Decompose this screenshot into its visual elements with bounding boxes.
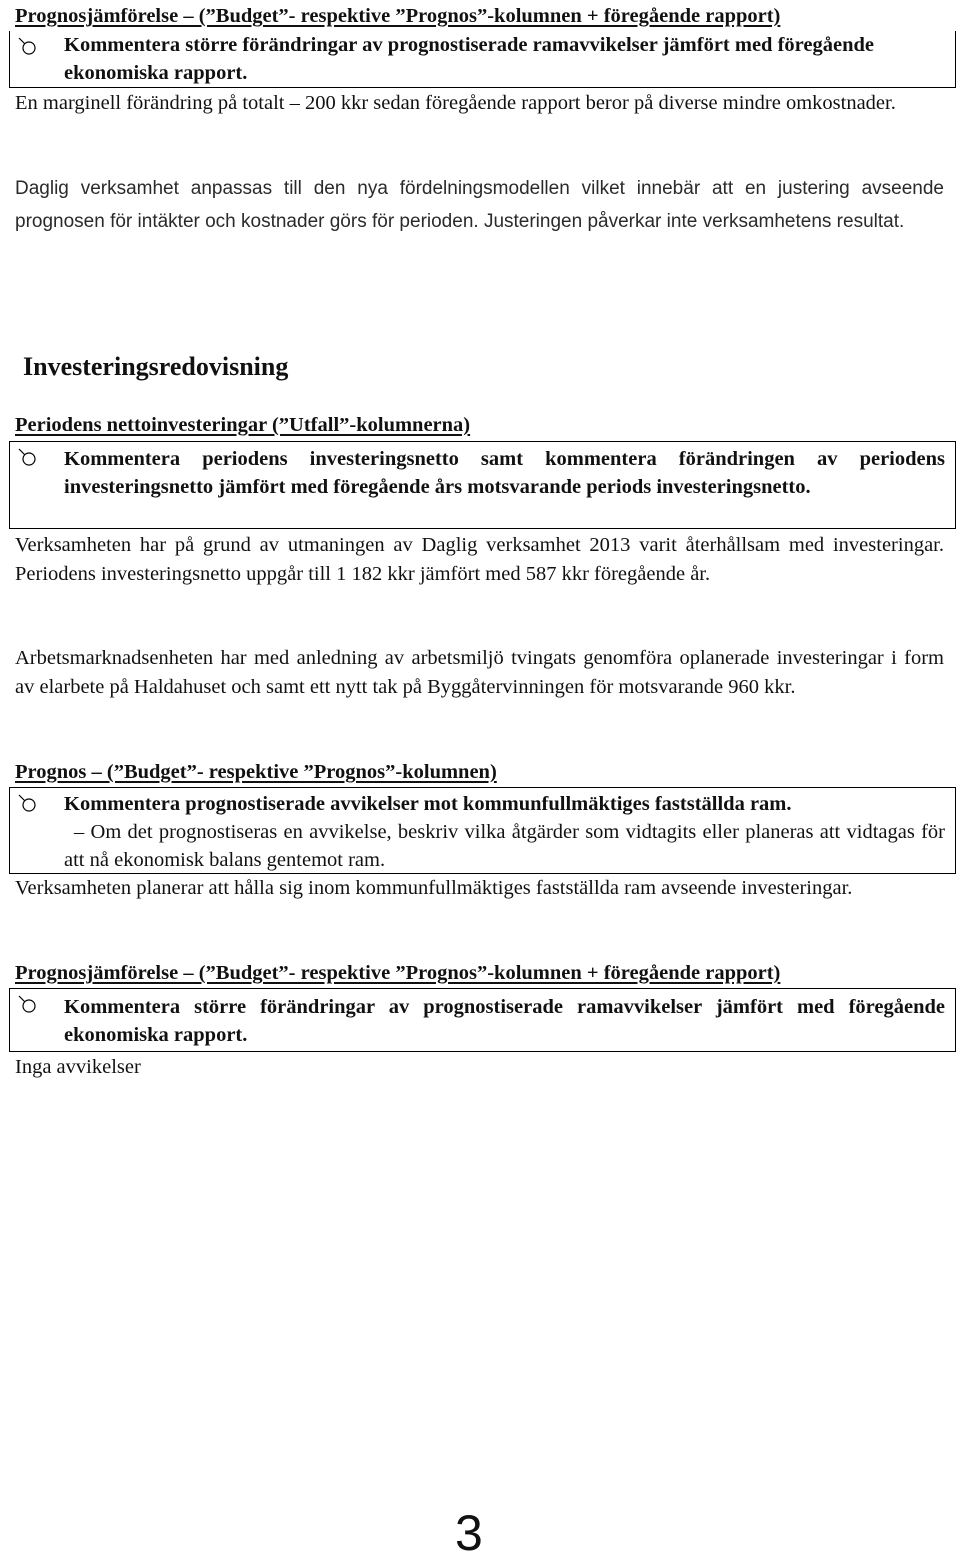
section-heading-prognosjamforelse-top: Prognosjämförelse – (”Budget”- respektive ”Prognos”-kolumnen + föregående rapport) xyxy=(15,5,781,27)
instruction-text: Kommentera större förändringar av prognostiserade ramavvikelser jämfört med föregående ekonomiska rapport. xyxy=(64,996,945,1046)
instruction-subtext: – Om det prognostiseras en avvikelse, beskriv vilka åtgärder som vidtagits eller planeras att vidtagas för att nå ekonomisk balans gentemot ram. xyxy=(64,821,945,871)
section-heading-prognos: Prognos – (”Budget”- respektive ”Prognos”-kolumnen) xyxy=(15,761,497,783)
section-heading-nettoinvesteringar: Periodens nettoinvesteringar (”Utfall”-kolumnerna) xyxy=(15,414,471,436)
page-number: 3 xyxy=(455,1505,483,1561)
bullet-icon xyxy=(16,792,42,814)
section-heading-prognosjamforelse: Prognosjämförelse – (”Budget”- respektive ”Prognos”-kolumnen + föregående rapport) xyxy=(15,962,781,984)
paragraph: Verksamheten har på grund av utmaningen av Daglig verksamhet 2013 varit återhållsam med investeringar. Periodens investeringsnetto uppgår till 1 182 kkr jämfört med 587 kkr föregående år. xyxy=(15,534,944,585)
instruction-box-compare xyxy=(9,988,956,1052)
instruction-text: Kommentera prognostiserade avvikelser mot kommunfullmäktiges fastställda ram. xyxy=(64,793,792,815)
paragraph: Verksamheten planerar att hålla sig inom kommunfullmäktiges fastställda ram avseende investeringar. xyxy=(15,877,853,899)
paragraph: En marginell förändring på totalt – 200 kkr sedan föregående rapport beror på diverse mindre omkostnader. xyxy=(15,92,896,114)
bullet-icon xyxy=(16,993,42,1015)
paragraph: Arbetsmarknadsenheten har med anledning av arbetsmiljö tvingats genomföra oplanerade investeringar i form av elarbete på Haldahuset och samt ett nytt tak på Byggåtervinningen för motsvarande 960 kkr. xyxy=(15,647,944,698)
bullet-icon xyxy=(16,446,42,468)
section-title: Investeringsredovisning xyxy=(23,352,289,381)
instruction-text: Kommentera större förändringar av prognostiserade ramavvikelser jämfört med föregående ekonomiska rapport. xyxy=(64,34,874,84)
paragraph: Inga avvikelser xyxy=(15,1056,141,1078)
instruction-text: Kommentera periodens investeringsnetto samt kommentera förändringen av periodens investeringsnetto jämfört med föregående års motsvarande periods investeringsnetto. xyxy=(64,448,945,498)
instruction-box-top xyxy=(9,31,956,88)
instruction-box-invest xyxy=(9,441,956,529)
instruction-box-prognos xyxy=(9,787,956,874)
paragraph: Daglig verksamhet anpassas till den nya fördelningsmodellen vilket innebär att en justering avseende prognosen för intäkter och kostnader görs för perioden. Justeringen påverkar inte verksamhetens resultat. xyxy=(15,178,944,232)
bullet-icon xyxy=(16,35,42,57)
